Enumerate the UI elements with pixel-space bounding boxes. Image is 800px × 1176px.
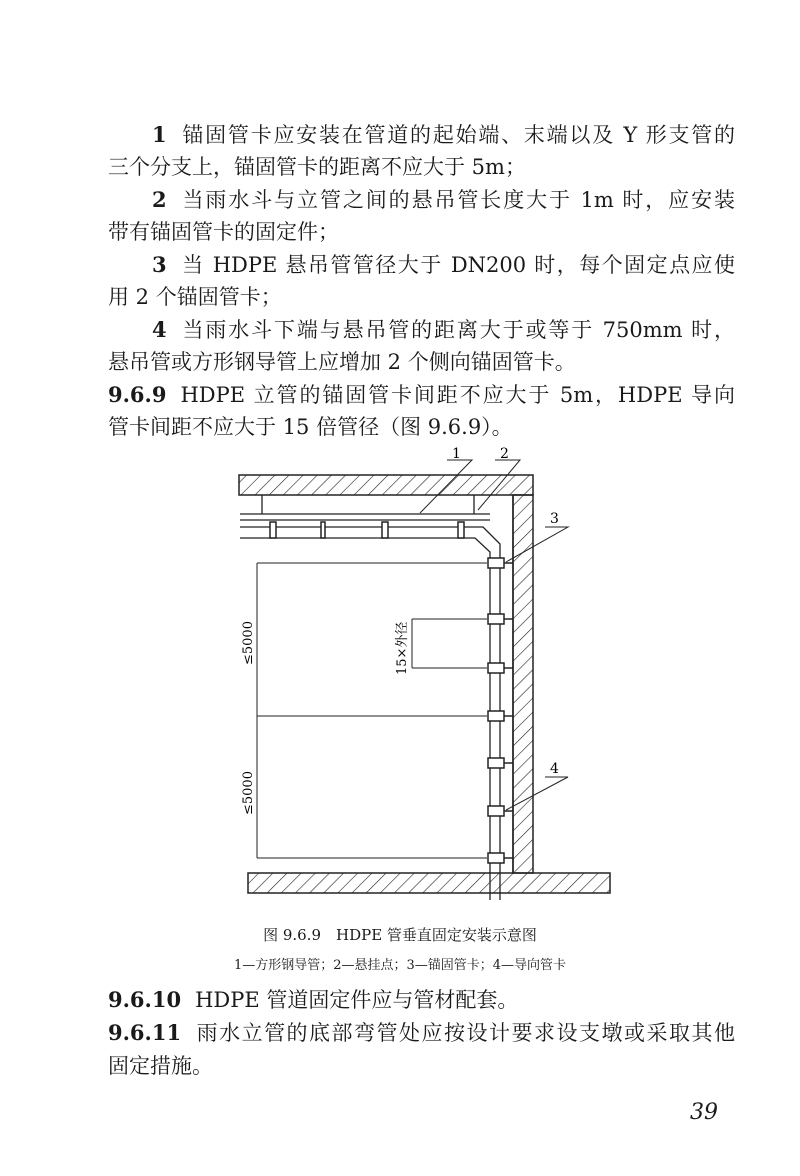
- clause-text: 雨水立管的底部弯管处应按设计要求设支墩或采取其他: [195, 1021, 735, 1045]
- guide-clamp: [488, 758, 504, 768]
- anchor-clamp: [488, 558, 504, 568]
- clause-number: 9.6.9: [108, 382, 167, 407]
- clause-number: 4: [152, 317, 167, 342]
- text-line: [108, 985, 735, 1015]
- clause-number: 3: [152, 252, 167, 277]
- text-line: [108, 1051, 735, 1081]
- figure-caption: 图 9.6.9 HDPE 管垂直固定安装示意图: [263, 926, 537, 944]
- clause-text: 管卡间距不应大于 15 倍管径（图 9.6.9）。: [108, 415, 513, 439]
- clause-text: HDPE 管道固定件应与管材配套。: [195, 988, 519, 1012]
- clause-text: 固定措施。: [108, 1054, 213, 1078]
- label-4: 4: [550, 761, 559, 777]
- guide-clamp: [488, 663, 504, 673]
- clause-number: 9.6.10: [108, 987, 182, 1012]
- clause-text: 用 2 个锚固管卡；: [108, 285, 282, 309]
- clause-text: 当 HDPE 悬吊管管径大于 DN200 时，每个固定点应使: [180, 253, 735, 277]
- text-line: [108, 1018, 735, 1048]
- dimension-upper: ≤5000: [241, 621, 256, 665]
- label-1: 1: [452, 446, 461, 462]
- page-number: 39: [690, 1100, 718, 1125]
- clause-number: 9.6.11: [108, 1020, 182, 1045]
- hanger-clamps: [270, 522, 464, 538]
- clause-number: 1: [152, 122, 167, 147]
- label-2: 2: [500, 446, 509, 462]
- figure-legend: 1—方形钢导管；2—悬挂点；3—锚固管卡；4—导向管卡: [233, 958, 567, 973]
- clause-text: 当雨水斗与立管之间的悬吊管长度大于 1m 时，应安装: [180, 188, 735, 212]
- clause-text: HDPE 立管的锚固管卡间距不应大于 5m，HDPE 导向: [180, 383, 735, 407]
- clause-text: 三个分支上，锚固管卡的距离不应大于 5m；: [108, 155, 526, 179]
- anchor-clamp: [488, 853, 504, 863]
- clause-number: 2: [152, 187, 167, 212]
- clause-text: 当雨水斗下端与悬吊管的距离大于或等于 750mm 时，: [180, 318, 735, 342]
- square-steel-guide-pipe: [240, 495, 500, 900]
- clause-text: 悬吊管或方形钢导管上应增加 2 个侧向锚固管卡。: [108, 350, 576, 374]
- dimension-lower: ≤5000: [241, 771, 256, 815]
- guide-clamp: [488, 806, 504, 816]
- dimension-guide-spacing: 15×外径: [395, 621, 410, 675]
- clause-text: 锚固管卡应安装在管道的起始端、末端以及 Y 形支管的: [180, 123, 735, 147]
- clause-text: 带有锚固管卡的固定件；: [108, 220, 339, 244]
- label-3: 3: [550, 511, 559, 527]
- dimension-lines: [257, 563, 487, 858]
- floor-slab: [248, 873, 610, 893]
- anchor-clamp: [488, 711, 504, 721]
- guide-clamp: [488, 614, 504, 624]
